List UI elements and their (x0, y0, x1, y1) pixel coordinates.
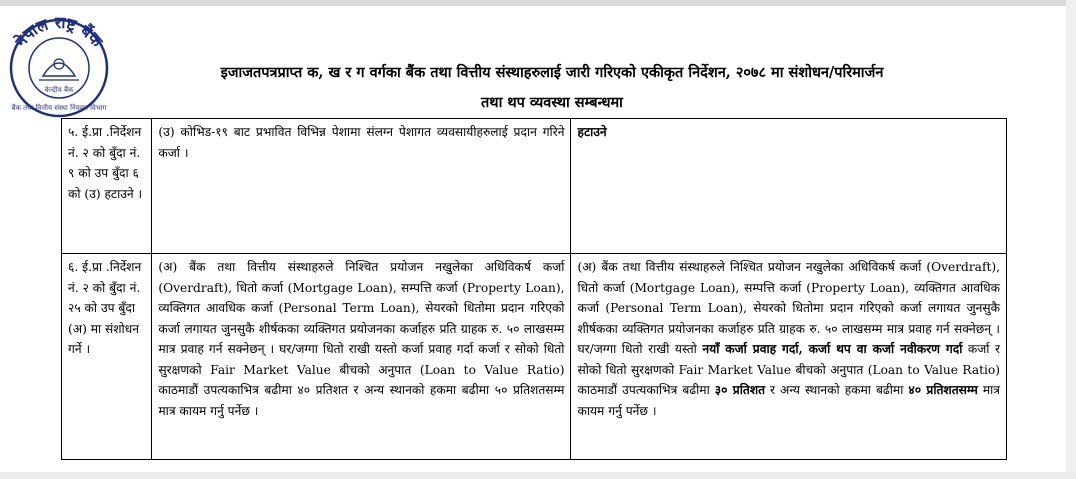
revised-provision-cell: हटाउने (571, 119, 1007, 254)
existing-provision-cell: (उ) कोभिड-१९ बाट प्रभावित विभिन्न पेशामा संलग्न पेशागत व्यवसायीहरुलाई प्रदान गरिने कर्जा । (152, 119, 571, 254)
existing-provision-cell: (अ) बैंक तथा वित्तीय संस्थाहरुले निश्चित प्रयोजन नखुलेका अधिविकर्ष कर्जा (Overdraft), धितो कर्जा (Mortgage Loan), सम्पत्ति कर्जा (Property Loan), व्यक्तिगत आवधिक कर्जा (Personal Term Loan), सेयरको धितोमा प्रदान गरिएको कर्जा लगायत जुनसुकै शीर्षकका व्यक्तिगत प्रयोजनका कर्जाहरु प्रति ग्राहक रु. ५० लाखसम्म मात्र प्रवाह गर्न सक्नेछन् । घर/जग्गा धितो राखी यस्तो कर्जा प्रवाह गर्दा कर्जा र सोको धितो सुरक्षणको Fair Market Value बीचको अनुपात (Loan to Value Ratio) काठमाडौं उपत्यकाभित्र बढीमा ४० प्रतिशत र अन्य स्थानको हकमा बढीमा ५० प्रतिशतसम्म मात्र कायम गर्नु पर्नेछ । (152, 254, 571, 460)
row-reference-cell: ५. ई.प्रा .निर्देशन नं. २ को बुँदा नं. ९ को उप बुँदा ६ को (उ) हटाउने । (62, 119, 152, 254)
viewer-right-edge (1066, 0, 1076, 479)
amendment-table (61, 118, 1007, 460)
viewer-bottom-edge (0, 472, 1076, 479)
title-line-2: तथा थप व्यवस्था सम्बन्धमा (481, 94, 623, 111)
seal-inner-text: केन्द्रीय बैंक (44, 86, 74, 94)
document-title (118, 58, 986, 118)
seal-arc-text: नेपाल राष्ट्र बैंक (11, 12, 107, 51)
highlight-30-percent: ३० प्रतिशत (714, 383, 766, 397)
highlight-new-loan: नयाँ कर्जा प्रवाह गर्दा, कर्जा थप वा कर्जा नवीकरण गर्दा (702, 342, 963, 356)
table-row (62, 254, 1007, 460)
revised-provision-cell: (अ) बैंक तथा वित्तीय संस्थाहरुले निश्चित प्रयोजन नखुलेका अधिविकर्ष कर्जा (Overdraft), धितो कर्जा (Mortgage Loan), सम्पत्ति कर्जा (Property Loan), व्यक्तिगत आवधिक कर्जा (Personal Term Loan), सेयरको धितोमा प्रदान गरिएको कर्जा लगायत जुनसुकै शीर्षकका व्यक्तिगत प्रयोजनका कर्जाहरु प्रति ग्राहक रु. ५० लाखसम्म मात्र प्रवाह गर्न सक्नेछन् । घर/जग्गा धितो राखी यस्तो नयाँ कर्जा प्रवाह गर्दा, कर्जा थप वा कर्जा नवीकरण गर्दा कर्जा र सोको धितो सुरक्षणको Fair Market Value बीचको अनुपात (Loan to Value Ratio) काठमाडौं उपत्यकाभित्र बढीमा ३० प्रतिशत र अन्य स्थानको हकमा बढीमा ४० प्रतिशतसम्म मात्र कायम गर्नु पर्नेछ । (571, 254, 1007, 460)
title-line-1: इजाजतपत्रप्राप्त क, ख र ग वर्गका बैंक तथा वित्तीय संस्थाहरुलाई जारी गरिएको एकीकृत निर्देशन, २०७८ मा संशोधन/परिमार्जन (220, 64, 884, 81)
nrb-seal-logo (3, 10, 115, 118)
seal-emblem-icon (39, 59, 79, 80)
table-row (62, 119, 1007, 254)
highlight-40-percent: ४० प्रतिशतसम्म (908, 383, 978, 397)
seal-bottom-text: बैंक तथा वित्तीय संस्था नियमन विभाग (11, 104, 107, 112)
viewer-top-edge (0, 0, 1076, 6)
row-reference-cell: ६. ई.प्रा .निर्देशन नं. २ को बुँदा नं. २५ को उप बुँदा (अ) मा संशोधन गर्ने । (62, 254, 152, 460)
